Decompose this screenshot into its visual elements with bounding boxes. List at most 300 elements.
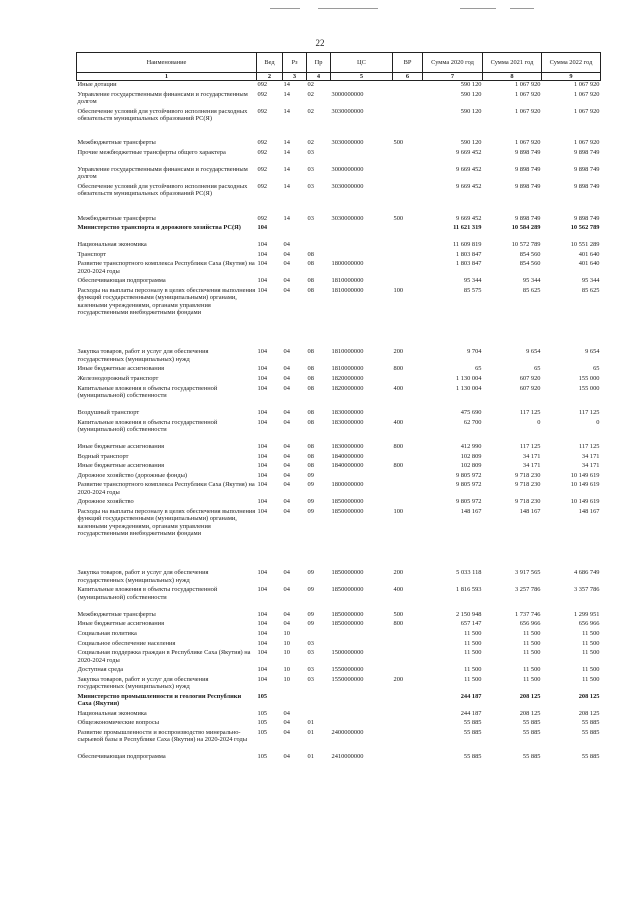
table-row xyxy=(77,498,601,508)
row-vr xyxy=(393,710,423,720)
row-name: Дорожное хозяйство (дорожные фонды) xyxy=(77,471,188,479)
row-cs: 1810000000 xyxy=(331,287,364,295)
row-cs: 1850000000 xyxy=(331,586,364,594)
row-sum-2021: 208 125 xyxy=(519,709,541,717)
row-ved: 104 xyxy=(257,471,268,479)
row-sum-2020: 102 809 xyxy=(460,452,482,460)
column-number: 8 xyxy=(483,73,542,81)
row-pr xyxy=(307,241,331,251)
row-sum-2021: 11 500 xyxy=(523,629,541,637)
row-name: Железнодорожный транспорт xyxy=(77,375,159,383)
row-sum-2022: 208 125 xyxy=(578,692,600,700)
row-name: Капитальные вложения в объекты государственной (муниципальной) собственности xyxy=(77,384,218,400)
row-sum-2020: 9 805 972 xyxy=(455,498,482,506)
row-ved: 104 xyxy=(257,409,268,417)
table-row xyxy=(77,729,601,753)
row-pr: 03 xyxy=(307,639,314,647)
row-ved: 104 xyxy=(257,365,268,373)
header-sum-2022: Сумма 2022 год xyxy=(542,53,601,73)
row-cs: 3000000000 xyxy=(331,90,364,98)
row-ved: 105 xyxy=(257,728,268,736)
row-vr: 400 xyxy=(393,418,404,426)
row-pr: 08 xyxy=(307,409,314,417)
row-ved: 105 xyxy=(257,719,268,727)
table-row xyxy=(77,409,601,419)
row-vr: 500 xyxy=(393,214,404,222)
row-name: Обеспечение условий для устойчивого исполнения расходных обязательств муниципальных образований РС(Я) xyxy=(77,107,248,122)
row-sum-2020: 9 669 452 xyxy=(455,182,482,190)
row-sum-2020: 1 803 847 xyxy=(455,250,482,258)
row-sum-2022: 1 067 920 xyxy=(573,90,600,98)
row-sum-2021: 11 500 xyxy=(523,666,541,674)
row-sum-2021: 3 917 565 xyxy=(514,569,541,577)
row-sum-2021: 656 966 xyxy=(519,620,541,628)
row-vr: 800 xyxy=(393,620,404,628)
table-row xyxy=(77,215,601,225)
row-cs: 1850000000 xyxy=(331,507,364,515)
row-ved: 092 xyxy=(257,182,268,190)
row-sum-2020: 11 500 xyxy=(464,666,482,674)
row-pr: 02 xyxy=(307,139,314,147)
row-ved: 104 xyxy=(257,629,268,637)
row-name: Общеэкономические вопросы xyxy=(77,719,160,727)
row-rz: 04 xyxy=(283,418,290,426)
row-vr xyxy=(393,472,423,482)
header-sum-2021: Сумма 2021 год xyxy=(483,53,542,73)
row-sum-2022: 1 067 920 xyxy=(573,107,600,115)
row-rz: 04 xyxy=(283,241,290,249)
row-sum-2022: 55 885 xyxy=(581,753,600,761)
row-vr: 200 xyxy=(393,348,404,356)
table-row xyxy=(77,710,601,720)
row-ved: 092 xyxy=(257,139,268,147)
row-pr: 09 xyxy=(307,498,314,506)
table-row xyxy=(77,149,601,166)
row-pr: 02 xyxy=(307,107,314,115)
row-ved: 104 xyxy=(257,384,268,392)
row-sum-2020: 9 805 972 xyxy=(455,471,482,479)
row-sum-2020: 11 500 xyxy=(464,675,482,683)
row-sum-2021: 55 885 xyxy=(522,753,541,761)
row-name: Национальная экономика xyxy=(77,241,147,249)
row-sum-2020: 9 669 452 xyxy=(455,148,482,156)
row-pr: 03 xyxy=(307,165,314,173)
row-cs: 3030000000 xyxy=(331,182,364,190)
row-ved: 104 xyxy=(257,418,268,426)
row-pr: 08 xyxy=(307,260,314,268)
row-sum-2022: 9 898 749 xyxy=(573,148,600,156)
row-sum-2022: 95 344 xyxy=(581,277,600,285)
table-row xyxy=(77,139,601,149)
row-pr: 08 xyxy=(307,443,314,451)
row-ved: 104 xyxy=(257,452,268,460)
row-rz: 14 xyxy=(283,81,290,89)
row-sum-2022: 9 654 xyxy=(585,348,600,356)
row-sum-2022: 9 898 749 xyxy=(573,182,600,190)
row-sum-2021: 9 898 749 xyxy=(514,182,541,190)
row-sum-2020: 65 xyxy=(475,365,482,373)
row-rz: 04 xyxy=(283,498,290,506)
row-sum-2020: 9 669 452 xyxy=(455,165,482,173)
row-vr xyxy=(393,183,423,215)
row-vr xyxy=(393,251,423,261)
row-rz: 04 xyxy=(283,452,290,460)
row-vr: 800 xyxy=(393,462,404,470)
table-row xyxy=(77,481,601,498)
row-ved: 105 xyxy=(257,692,268,700)
row-pr: 09 xyxy=(307,586,314,594)
table-row xyxy=(77,419,601,443)
row-sum-2020: 1 803 847 xyxy=(455,260,482,268)
row-rz: 04 xyxy=(283,709,290,717)
row-name: Развитие транспортного комплекса Республики Саха (Якутия) на 2020-2024 годы xyxy=(77,260,255,275)
row-ved: 092 xyxy=(257,81,268,89)
row-vr xyxy=(393,149,423,166)
header-cs: ЦС xyxy=(331,53,393,73)
row-ved: 104 xyxy=(257,666,268,674)
row-sum-2021: 34 171 xyxy=(522,462,541,470)
row-rz: 04 xyxy=(283,610,290,618)
row-sum-2021: 65 xyxy=(534,365,541,373)
table-row xyxy=(77,91,601,108)
row-sum-2021: 117 125 xyxy=(519,409,541,417)
header-sum-2020: Сумма 2020 год xyxy=(423,53,483,73)
row-ved: 104 xyxy=(257,649,268,657)
row-sum-2022: 1 299 951 xyxy=(573,610,600,618)
row-pr: 02 xyxy=(307,90,314,98)
row-vr xyxy=(393,409,423,419)
row-sum-2020: 5 033 118 xyxy=(456,569,482,577)
row-vr: 400 xyxy=(393,586,404,594)
row-sum-2020: 1 816 593 xyxy=(455,586,482,594)
header-name: Наименование xyxy=(77,53,257,73)
row-vr xyxy=(393,729,423,753)
row-name: Межбюджетные трансферты xyxy=(77,139,156,147)
row-name: Иные бюджетные ассигнования xyxy=(77,620,165,628)
row-vr xyxy=(393,498,423,508)
row-vr: 500 xyxy=(393,139,404,147)
row-sum-2022: 85 625 xyxy=(581,287,600,295)
row-vr xyxy=(393,375,423,385)
row-sum-2022: 11 500 xyxy=(582,666,600,674)
table-row xyxy=(77,348,601,365)
row-ved: 104 xyxy=(257,586,268,594)
row-sum-2021: 854 560 xyxy=(519,250,541,258)
row-sum-2022: 11 500 xyxy=(582,639,600,647)
row-vr: 800 xyxy=(393,443,404,451)
row-ved: 104 xyxy=(257,224,268,232)
row-cs xyxy=(331,251,393,261)
row-name: Управление государственными финансами и государственным долгом xyxy=(77,165,248,181)
row-vr: 800 xyxy=(393,365,404,373)
row-rz xyxy=(283,693,307,710)
row-sum-2020: 657 147 xyxy=(460,620,482,628)
row-cs: 1800000000 xyxy=(331,481,364,489)
row-cs xyxy=(331,693,393,710)
row-rz: 04 xyxy=(283,375,290,383)
row-sum-2022: 0 xyxy=(596,418,600,426)
row-sum-2021: 607 920 xyxy=(519,375,541,383)
row-pr: 02 xyxy=(307,81,314,89)
row-name: Социальное обеспечение населения xyxy=(77,639,176,647)
row-sum-2021: 9 718 230 xyxy=(514,471,541,479)
row-sum-2020: 55 885 xyxy=(463,719,482,727)
row-pr: 08 xyxy=(307,384,314,392)
row-pr: 08 xyxy=(307,277,314,285)
row-sum-2021: 9 718 230 xyxy=(514,498,541,506)
row-sum-2022: 155 000 xyxy=(578,375,600,383)
row-rz: 04 xyxy=(283,462,290,470)
row-rz: 04 xyxy=(283,443,290,451)
row-sum-2021: 9 654 xyxy=(526,348,541,356)
table-row xyxy=(77,375,601,385)
row-ved: 104 xyxy=(257,498,268,506)
row-pr: 08 xyxy=(307,462,314,470)
row-rz: 14 xyxy=(283,182,290,190)
row-name: Воздушный транспорт xyxy=(77,409,140,417)
row-sum-2022: 11 500 xyxy=(582,649,600,657)
row-name: Межбюджетные трансферты xyxy=(77,214,156,222)
row-sum-2022: 9 898 749 xyxy=(573,214,600,222)
row-sum-2021: 10 572 789 xyxy=(511,241,541,249)
row-rz: 04 xyxy=(283,507,290,515)
row-cs: 1850000000 xyxy=(331,610,364,618)
table-row xyxy=(77,287,601,348)
row-pr xyxy=(307,630,331,640)
row-sum-2021: 607 920 xyxy=(519,384,541,392)
row-vr: 100 xyxy=(393,287,404,295)
row-sum-2022: 34 171 xyxy=(581,462,600,470)
row-name: Доступная среда xyxy=(77,666,124,674)
row-vr xyxy=(393,693,423,710)
row-sum-2021: 9 898 749 xyxy=(514,214,541,222)
row-cs: 3030000000 xyxy=(331,107,364,115)
row-ved: 104 xyxy=(257,348,268,356)
header-vr: ВР xyxy=(393,53,423,73)
row-rz: 14 xyxy=(283,139,290,147)
row-sum-2022: 3 357 786 xyxy=(573,586,600,594)
row-rz: 04 xyxy=(283,586,290,594)
row-sum-2021: 1 067 920 xyxy=(514,139,541,147)
row-sum-2021: 117 125 xyxy=(519,443,541,451)
table-row xyxy=(77,719,601,729)
row-ved: 104 xyxy=(257,250,268,258)
column-number: 7 xyxy=(423,73,483,81)
row-rz: 04 xyxy=(283,365,290,373)
row-sum-2021: 11 500 xyxy=(523,639,541,647)
table-header xyxy=(77,53,601,81)
row-rz: 04 xyxy=(283,569,290,577)
row-cs: 1800000000 xyxy=(331,260,364,268)
row-name: Закупка товаров, работ и услуг для обеспечения государственных (муниципальных) нужд xyxy=(77,569,209,584)
row-pr: 03 xyxy=(307,666,314,674)
row-pr: 08 xyxy=(307,287,314,295)
row-name: Водный транспорт xyxy=(77,452,129,460)
row-sum-2021: 55 885 xyxy=(522,719,541,727)
row-rz: 14 xyxy=(283,165,290,173)
row-name: Развитие транспортного комплекса Республики Саха (Якутия) на 2020-2024 годы xyxy=(77,481,255,496)
row-rz: 04 xyxy=(283,409,290,417)
scan-artifact-line xyxy=(460,8,496,9)
row-sum-2020: 244 187 xyxy=(460,692,482,700)
column-number: 1 xyxy=(77,73,257,81)
row-sum-2021: 9 718 230 xyxy=(514,481,541,489)
table-row xyxy=(77,81,601,91)
row-sum-2022: 155 000 xyxy=(578,384,600,392)
table-row xyxy=(77,385,601,409)
row-pr: 01 xyxy=(307,753,314,761)
row-rz: 10 xyxy=(283,629,290,637)
table-row xyxy=(77,508,601,569)
row-pr: 03 xyxy=(307,214,314,222)
row-ved: 104 xyxy=(257,610,268,618)
row-ved: 104 xyxy=(257,443,268,451)
row-sum-2022: 55 885 xyxy=(581,728,600,736)
row-sum-2020: 590 120 xyxy=(460,139,482,147)
row-sum-2020: 11 500 xyxy=(464,629,482,637)
row-rz: 04 xyxy=(283,471,290,479)
row-cs xyxy=(331,81,393,91)
row-name: Прочие межбюджетные трансферты общего характера xyxy=(77,148,226,156)
row-sum-2021: 854 560 xyxy=(519,260,541,268)
row-name: Развитие промышленности и воспроизводство минерально-сырьевой базы в Республике Саха (Якутия) на 2020-2024 годы xyxy=(77,728,248,744)
row-cs: 3000000000 xyxy=(331,165,364,173)
table-row xyxy=(77,224,601,241)
row-sum-2020: 11 621 319 xyxy=(453,224,482,232)
row-sum-2020: 55 885 xyxy=(463,753,482,761)
row-sum-2022: 401 640 xyxy=(578,260,600,268)
row-rz: 10 xyxy=(283,675,290,683)
header-pr: Пр xyxy=(307,53,331,73)
row-rz: 04 xyxy=(283,250,290,258)
row-pr: 09 xyxy=(307,569,314,577)
column-number: 5 xyxy=(331,73,393,81)
row-vr xyxy=(393,453,423,463)
row-sum-2022: 10 149 619 xyxy=(570,471,600,479)
row-sum-2021: 34 171 xyxy=(522,452,541,460)
table-row xyxy=(77,108,601,140)
table-body xyxy=(77,81,601,763)
row-cs: 1810000000 xyxy=(331,348,364,356)
row-sum-2020: 55 885 xyxy=(463,728,482,736)
row-vr xyxy=(393,753,423,763)
row-name: Иные бюджетные ассигнования xyxy=(77,365,165,373)
row-pr: 03 xyxy=(307,649,314,657)
row-name: Социальная политика xyxy=(77,629,137,637)
row-sum-2022: 34 171 xyxy=(581,452,600,460)
column-number: 3 xyxy=(283,73,307,81)
table-row xyxy=(77,753,601,763)
row-sum-2022: 117 125 xyxy=(578,409,600,417)
row-sum-2022: 10 551 289 xyxy=(570,241,600,249)
row-sum-2020: 1 130 004 xyxy=(455,384,482,392)
row-ved: 104 xyxy=(257,639,268,647)
row-sum-2021: 95 344 xyxy=(522,277,541,285)
row-sum-2021: 0 xyxy=(537,418,541,426)
row-pr: 08 xyxy=(307,452,314,460)
row-sum-2021: 1 067 920 xyxy=(514,107,541,115)
row-sum-2021: 1 067 920 xyxy=(514,81,541,89)
row-name: Дорожное хозяйство xyxy=(77,498,134,506)
row-pr xyxy=(307,710,331,720)
row-cs: 1810000000 xyxy=(331,365,364,373)
row-cs: 1820000000 xyxy=(331,375,364,383)
row-name: Капитальные вложения в объекты государственной (муниципальной) собственности xyxy=(77,418,218,434)
row-cs xyxy=(331,630,393,640)
row-cs: 1550000000 xyxy=(331,675,364,683)
header-rz: Рз xyxy=(283,53,307,73)
row-sum-2021: 208 125 xyxy=(519,692,541,700)
row-ved: 104 xyxy=(257,675,268,683)
row-sum-2022: 11 500 xyxy=(582,629,600,637)
row-sum-2022: 55 885 xyxy=(581,719,600,727)
column-number: 4 xyxy=(307,73,331,81)
row-pr: 08 xyxy=(307,365,314,373)
row-pr: 01 xyxy=(307,719,314,727)
row-ved: 104 xyxy=(257,481,268,489)
row-rz: 10 xyxy=(283,666,290,674)
header-row xyxy=(77,53,601,73)
table-row xyxy=(77,260,601,277)
row-cs xyxy=(331,149,393,166)
row-sum-2021: 1 067 920 xyxy=(514,90,541,98)
row-sum-2022: 11 500 xyxy=(582,675,600,683)
row-sum-2020: 2 150 948 xyxy=(455,610,482,618)
row-cs: 3030000000 xyxy=(331,139,364,147)
row-rz: 14 xyxy=(283,90,290,98)
row-cs: 1500000000 xyxy=(331,649,364,657)
row-cs: 2400000000 xyxy=(331,728,364,736)
row-vr xyxy=(393,649,423,666)
row-cs: 3030000000 xyxy=(331,214,364,222)
row-name: Обеспечивающая подпрограмма xyxy=(77,753,166,761)
table-row xyxy=(77,611,601,621)
table-row xyxy=(77,443,601,453)
row-name: Министерство промышленности и геологии Республики Саха (Якутия) xyxy=(77,692,242,708)
row-cs xyxy=(331,719,393,729)
row-pr: 08 xyxy=(307,375,314,383)
row-rz: 14 xyxy=(283,214,290,222)
row-cs: 1820000000 xyxy=(331,384,364,392)
row-name: Управление государственными финансами и государственным долгом xyxy=(77,90,248,105)
row-ved: 104 xyxy=(257,287,268,295)
row-rz: 04 xyxy=(283,287,290,295)
row-vr xyxy=(393,630,423,640)
row-cs xyxy=(331,640,393,650)
budget-table xyxy=(76,52,601,763)
row-sum-2020: 11 500 xyxy=(464,639,482,647)
row-cs: 1810000000 xyxy=(331,277,364,285)
table-row xyxy=(77,251,601,261)
row-sum-2021: 9 898 749 xyxy=(514,148,541,156)
row-name: Иные бюджетные ассигнования xyxy=(77,443,165,451)
row-name: Национальная экономика xyxy=(77,709,147,717)
row-ved: 104 xyxy=(257,375,268,383)
row-ved: 105 xyxy=(257,753,268,761)
row-rz: 04 xyxy=(283,728,290,736)
row-name: Расходы на выплаты персоналу в целях обеспечения выполнения функций государственными (муниципальными) органами, казенными учреждениями, органами управления государственными внебюджетными фондами xyxy=(77,507,256,538)
row-rz: 04 xyxy=(283,260,290,268)
row-pr xyxy=(307,224,331,241)
row-rz: 14 xyxy=(283,107,290,115)
row-sum-2020: 85 575 xyxy=(463,287,482,295)
row-cs: 1840000000 xyxy=(331,452,364,460)
row-rz: 04 xyxy=(283,753,290,761)
column-number: 9 xyxy=(542,73,601,81)
row-cs: 1830000000 xyxy=(331,418,364,426)
row-rz: 04 xyxy=(283,384,290,392)
row-ved: 092 xyxy=(257,107,268,115)
